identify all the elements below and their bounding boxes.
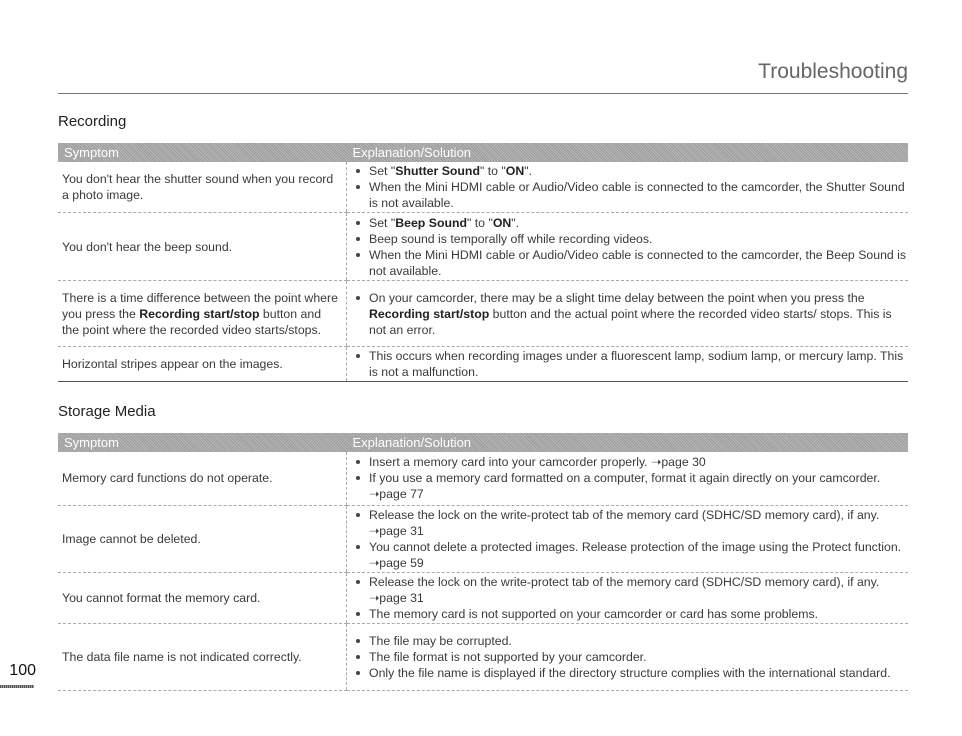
recording-table-body — [58, 162, 908, 382]
text-segment: The data file name is not indicated correctly. — [62, 649, 302, 664]
solution-item — [369, 290, 908, 338]
solution-item — [369, 606, 908, 622]
text-segment: You don't hear the beep sound. — [62, 239, 233, 254]
solution-cell — [347, 347, 909, 382]
text-segment: When the Mini HDMI cable or Audio/Video cable is connected to the camcorder, the Shutter Sound is not available. — [369, 180, 905, 210]
text-segment: You don't hear the shutter sound when you record a photo image. — [62, 172, 334, 202]
solution-cell — [347, 162, 909, 213]
text-segment: ". — [511, 215, 520, 230]
solution-cell — [347, 452, 909, 505]
solution-cell — [347, 572, 909, 623]
solution-item — [369, 215, 908, 231]
text-segment: Set " — [369, 164, 396, 178]
recording-table — [58, 143, 908, 382]
symptom-cell — [58, 281, 347, 347]
table-row — [58, 452, 908, 505]
text-segment: This occurs when recording images under a fluorescent lamp, sodium lamp, or mercury lamp. This is not a malfunction. — [369, 349, 904, 379]
solution-list — [353, 348, 908, 380]
solution-cell — [347, 505, 909, 572]
bold-term: Shutter Sound — [395, 164, 480, 178]
text-segment: On your camcorder, there may be a slight time delay between the point when you press the — [369, 290, 865, 305]
solution-list — [353, 574, 908, 622]
header-divider — [58, 93, 908, 94]
text-segment: Release the lock on the write-protect tab of the memory card (SDHC/SD memory card), if any. ➝page 31 — [369, 574, 880, 605]
symptom-cell — [58, 452, 347, 505]
storage-media-table — [58, 433, 908, 691]
symptom-cell — [58, 572, 347, 623]
text-segment: The file may be corrupted. — [369, 633, 512, 648]
section-heading-recording: Recording — [58, 113, 127, 130]
solution-item — [369, 179, 908, 211]
bold-term: ON — [505, 164, 525, 178]
table-row — [58, 505, 908, 572]
solution-cell — [347, 281, 909, 347]
storage-media-table-body — [58, 452, 908, 690]
solution-list — [353, 290, 908, 338]
column-header-solution: Explanation/Solution — [347, 143, 909, 162]
text-segment: ". — [524, 164, 533, 178]
column-header-symptom: Symptom — [58, 143, 347, 162]
column-header-solution: Explanation/Solution — [347, 433, 909, 452]
solution-item — [369, 163, 908, 179]
text-segment: Horizontal stripes appear on the images. — [62, 357, 283, 371]
solution-item — [369, 574, 908, 606]
solution-cell — [347, 213, 909, 281]
bold-term: Recording start/stop — [369, 306, 490, 321]
section-heading-storage-media: Storage Media — [58, 403, 156, 420]
table-row — [58, 347, 908, 382]
bold-term: Beep Sound — [395, 215, 467, 230]
text-segment: There is a time difference between the point where you press the — [62, 290, 338, 321]
solution-cell — [347, 623, 909, 690]
symptom-cell — [58, 505, 347, 572]
solution-list — [353, 215, 908, 279]
solution-item — [369, 470, 908, 502]
symptom-cell — [58, 623, 347, 690]
text-segment: Release the lock on the write-protect tab of the memory card (SDHC/SD memory card), if any. ➝page 31 — [369, 507, 880, 538]
text-segment: When the Mini HDMI cable or Audio/Video cable is connected to the camcorder, the Beep Sound is not available. — [369, 247, 907, 278]
text-segment: The file format is not supported by your camcorder. — [369, 649, 647, 664]
text-segment: button and the actual point where the recorded video starts/ stops. This is not an error. — [369, 306, 892, 337]
solution-list — [353, 633, 908, 681]
text-segment: " to " — [466, 215, 493, 230]
table-row — [58, 281, 908, 347]
table-row — [58, 572, 908, 623]
text-segment: Beep sound is temporally off while recording videos. — [369, 231, 653, 246]
table-row — [58, 162, 908, 213]
solution-item — [369, 348, 908, 380]
symptom-cell — [58, 347, 347, 382]
solution-item — [369, 231, 908, 247]
table-row — [58, 623, 908, 690]
column-header-symptom: Symptom — [58, 433, 347, 452]
solution-item — [369, 247, 908, 279]
page-number: 100 — [9, 662, 36, 679]
text-segment: Insert a memory card into your camcorder properly. ➝page 30 — [369, 455, 706, 470]
text-segment: button and the point where the recorded video starts/stops. — [62, 306, 322, 337]
text-segment: You cannot delete a protected images. Release protection of the image using the Protect function. ➝page 59 — [369, 539, 902, 570]
text-segment: Set " — [369, 215, 396, 230]
solution-item — [369, 649, 908, 665]
solution-item — [369, 633, 908, 649]
text-segment: " to " — [479, 164, 506, 178]
text-segment: Memory card functions do not operate. — [62, 471, 273, 486]
solution-item — [369, 665, 908, 681]
text-segment: If you use a memory card formatted on a computer, format it again directly on your camcorder. ➝page 77 — [369, 471, 881, 502]
page-title: Troubleshooting — [758, 60, 908, 83]
solution-list — [353, 163, 908, 211]
symptom-cell — [58, 162, 347, 213]
solution-item — [369, 507, 908, 539]
solution-item — [369, 454, 908, 470]
solution-item — [369, 539, 908, 571]
text-segment: Image cannot be deleted. — [62, 531, 201, 546]
text-segment: You cannot format the memory card. — [62, 590, 261, 605]
table-row — [58, 213, 908, 281]
symptom-cell — [58, 213, 347, 281]
solution-list — [353, 454, 908, 502]
text-segment: Only the file name is displayed if the directory structure complies with the international standard. — [369, 665, 891, 680]
page-number-bar — [0, 685, 34, 688]
solution-list — [353, 507, 908, 571]
bold-term: ON — [492, 215, 512, 230]
text-segment: The memory card is not supported on your camcorder or card has some problems. — [369, 606, 819, 621]
bold-term: Recording start/stop — [139, 306, 260, 321]
